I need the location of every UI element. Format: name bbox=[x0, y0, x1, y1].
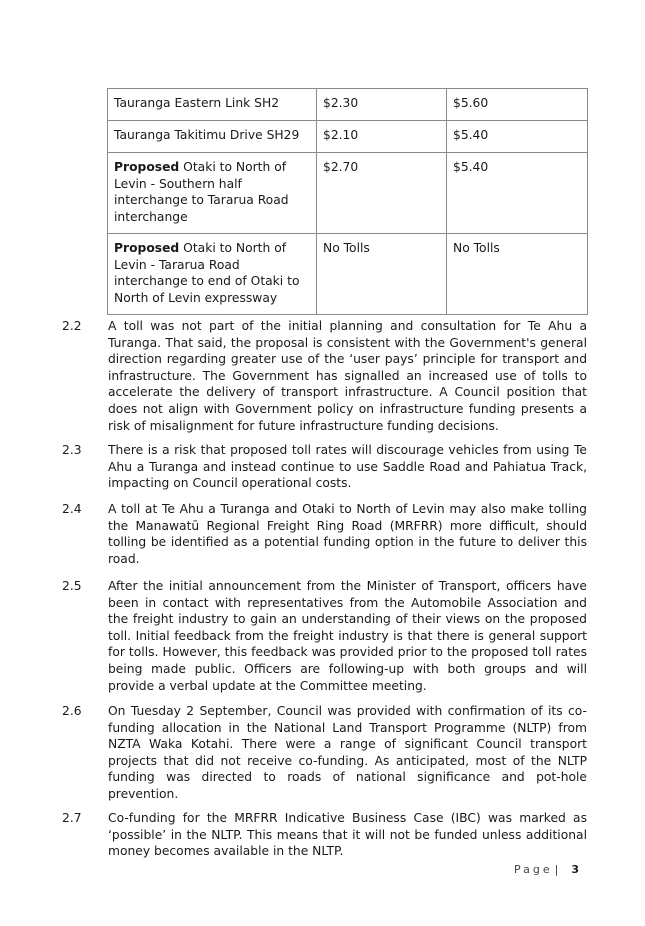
paragraph-text: A toll was not part of the initial planning and consultation for Te Ahu a Turanga. That said, the proposal is consistent with the Government's general direction regarding greater use of the ‘user pays’ principle for transport and infrastructure. The Government has signalled an increased use of tolls to accelerate the delivery of transport infrastructure. A Council position that does not align with Government policy on infrastructure funding presents a risk of misalignment for future infrastructure funding decisions. bbox=[108, 319, 587, 433]
paragraph-2-5 bbox=[62, 578, 587, 694]
paragraph-2-3 bbox=[62, 442, 587, 492]
paragraph-text: Co-funding for the MRFRR Indicative Business Case (IBC) was marked as ‘possible’ in the NLTP. This means that it will not be funded unless additional money becomes available in the NLTP. bbox=[108, 811, 587, 859]
light-vehicle-toll-cell: No Tolls bbox=[317, 234, 447, 315]
light-vehicle-toll-cell: $2.10 bbox=[317, 121, 447, 153]
footer-separator: | bbox=[554, 863, 562, 876]
paragraph-text: After the initial announcement from the Minister of Transport, officers have been in contact with representatives from the Automobile Association and the freight industry to gain an understanding of their views on the proposed toll. Initial feedback from the freight industry is that there is general support for tolls. However, this feedback was provided prior to the proposed toll rates being made public. Officers are following-up with both groups and will provide a verbal update at the Committee meeting. bbox=[108, 579, 587, 693]
proposed-label: Proposed bbox=[114, 241, 180, 255]
paragraph-2-2 bbox=[62, 318, 587, 434]
paragraph-number: 2.6 bbox=[62, 704, 82, 718]
table-row bbox=[108, 89, 588, 121]
heavy-vehicle-toll-cell: $5.60 bbox=[447, 89, 588, 121]
paragraph-text: There is a risk that proposed toll rates will discourage vehicles from using Te Ahu a Turanga and instead continue to use Saddle Road and Pahiatua Track, impacting on Council operational costs. bbox=[108, 443, 587, 491]
proposed-label: Proposed bbox=[114, 160, 180, 174]
page-footer bbox=[514, 863, 579, 876]
light-vehicle-toll-cell: $2.70 bbox=[317, 153, 447, 234]
toll-rates-table bbox=[107, 88, 588, 315]
table-row bbox=[108, 121, 588, 153]
heavy-vehicle-toll-cell: $5.40 bbox=[447, 153, 588, 234]
heavy-vehicle-toll-cell: No Tolls bbox=[447, 234, 588, 315]
paragraph-number: 2.4 bbox=[62, 502, 82, 516]
paragraph-text: A toll at Te Ahu a Turanga and Otaki to North of Levin may also make tolling the Manawatū Regional Freight Ring Road (MRFRR) more difficult, should tolling be identified as a potential funding option in the future to deliver this road. bbox=[108, 502, 587, 566]
page-label: Page bbox=[513, 863, 553, 876]
route-cell: Tauranga Eastern Link SH2 bbox=[108, 89, 317, 121]
page-number: 3 bbox=[571, 863, 579, 876]
paragraph-number: 2.3 bbox=[62, 443, 82, 457]
route-cell: Proposed Otaki to North of Levin - Tararua Road interchange to end of Otaki to North of Levin expressway bbox=[108, 234, 317, 315]
light-vehicle-toll-cell: $2.30 bbox=[317, 89, 447, 121]
route-cell: Tauranga Takitimu Drive SH29 bbox=[108, 121, 317, 153]
table-row bbox=[108, 153, 588, 234]
paragraph-number: 2.5 bbox=[62, 579, 82, 593]
table-row bbox=[108, 234, 588, 315]
heavy-vehicle-toll-cell: $5.40 bbox=[447, 121, 588, 153]
route-cell: Proposed Otaki to North of Levin - Southern half interchange to Tararua Road interchange bbox=[108, 153, 317, 234]
paragraph-2-6 bbox=[62, 703, 587, 803]
paragraph-text: On Tuesday 2 September, Council was provided with confirmation of its co-funding allocation in the National Land Transport Programme (NLTP) from NZTA Waka Kotahi. There were a range of significant Council transport projects that did not receive co-funding. As anticipated, most of the NLTP funding was directed to roads of national significance and pot-hole prevention. bbox=[108, 704, 587, 801]
paragraph-2-7 bbox=[62, 810, 587, 860]
paragraph-number: 2.7 bbox=[62, 811, 82, 825]
paragraph-number: 2.2 bbox=[62, 319, 82, 333]
paragraph-2-4 bbox=[62, 501, 587, 567]
